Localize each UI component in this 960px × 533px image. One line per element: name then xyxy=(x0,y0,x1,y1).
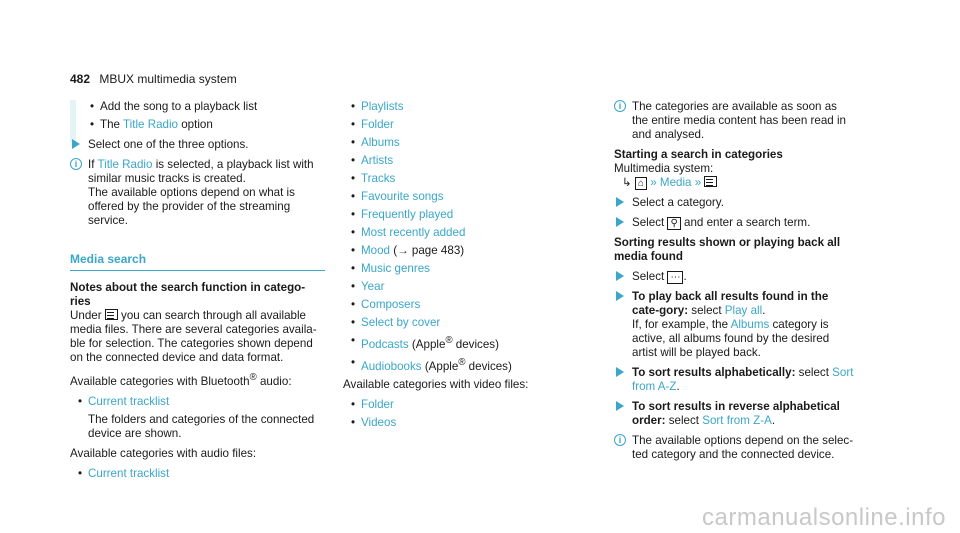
favourite-songs-link[interactable]: Favourite songs xyxy=(361,190,444,203)
video-intro: Available categories with video files: xyxy=(343,377,529,391)
albums-link[interactable]: Albums xyxy=(361,136,400,149)
nav-path xyxy=(614,176,854,190)
audio-intro: Available categories with audio files: xyxy=(70,446,257,460)
list-item xyxy=(70,467,325,481)
list-item xyxy=(343,118,573,132)
play-all-link[interactable]: Play all xyxy=(724,304,763,317)
sorting-heading: Sorting results shown or playing back all media found xyxy=(614,236,841,263)
list-item xyxy=(343,136,573,150)
most-recently-added-link[interactable]: Most recently added xyxy=(361,226,466,239)
menu-icon xyxy=(105,309,118,320)
list-item xyxy=(343,298,573,312)
arrow-icon xyxy=(616,401,624,411)
search-icon: ⚲ xyxy=(667,217,680,230)
info-note: i The categories are available as soon as the entire media content has been read in and analysed. xyxy=(614,100,854,142)
artists-link[interactable]: Artists xyxy=(361,154,394,167)
step: To sort results in reverse alphabetical order: select Sort from Z-A. xyxy=(614,400,854,428)
ms-label: Multimedia system: xyxy=(614,162,714,175)
arrow-icon xyxy=(616,197,624,207)
arrow-icon xyxy=(72,139,80,149)
music-genres-link[interactable]: Music genres xyxy=(361,262,430,275)
page-number: 482 xyxy=(70,72,91,86)
arrow-icon xyxy=(616,291,624,301)
current-tracklist-link[interactable]: Current tracklist xyxy=(88,466,170,480)
current-tracklist-link[interactable]: Current tracklist xyxy=(88,394,170,408)
step: Select ⋯ . xyxy=(614,270,854,284)
arrow-icon xyxy=(616,367,624,377)
step: To play back all results found in the cate-gory: select Play all. If, for example, the Albums category is active, all albums found by the desired artist will be played back. xyxy=(614,290,854,360)
list-item: • Mood (→ page 483) xyxy=(343,244,573,258)
list-item xyxy=(343,398,573,412)
list-item: • The Title Radio option xyxy=(82,118,325,132)
info-note: i The available options depend on the selec-ted category and the connected device. xyxy=(614,434,854,462)
list-item xyxy=(343,262,573,276)
mood-link[interactable]: Mood xyxy=(361,244,391,257)
column-left xyxy=(70,100,325,485)
start-search-heading: Starting a search in categories xyxy=(614,148,783,161)
list-item xyxy=(343,226,573,240)
title-radio-link[interactable]: Title Radio xyxy=(123,118,178,131)
list-item xyxy=(343,172,573,186)
step: Select one of the three options. xyxy=(70,138,325,152)
list-item xyxy=(343,416,573,430)
notes-body: Under you can search through all available media files. There are several categories availa-ble for selection. The categories shown depend on the connected device and data format. xyxy=(70,309,317,364)
arrow-icon xyxy=(616,271,624,281)
list-item xyxy=(343,100,573,114)
video-folder-link[interactable]: Folder xyxy=(361,397,394,411)
list-item xyxy=(343,190,573,204)
frequently-played-link[interactable]: Frequently played xyxy=(361,208,454,221)
year-link[interactable]: Year xyxy=(361,280,385,293)
watermark: carmanualsonline.info xyxy=(702,504,946,531)
videos-link[interactable]: Videos xyxy=(361,415,397,429)
list-item xyxy=(343,154,573,168)
title-radio-link[interactable]: Title Radio xyxy=(97,158,153,171)
bt-intro: Available categories with Bluetooth® audio: xyxy=(70,372,292,388)
header-title: MBUX multimedia system xyxy=(99,72,237,86)
info-icon: i xyxy=(614,100,626,112)
page-header xyxy=(70,72,237,86)
info-icon: i xyxy=(70,158,82,170)
column-middle xyxy=(343,100,573,434)
sort-a-z-link[interactable]: Sort from A-Z xyxy=(632,366,854,393)
list-item xyxy=(343,280,573,294)
list-item: • Add the song to a playback list xyxy=(82,100,325,114)
list-item: • Podcasts (Apple® devices) xyxy=(343,334,573,352)
enter-arrow-icon: ↳ xyxy=(622,176,632,189)
playlists-link[interactable]: Playlists xyxy=(361,100,404,113)
info-note: i If Title Radio is selected, a playback list with similar music tracks is created. The available options depend on what is offered by the provider of the streaming service. xyxy=(70,158,325,228)
more-icon: ⋯ xyxy=(667,271,683,284)
arrow-icon xyxy=(616,217,624,227)
column-right xyxy=(614,100,854,468)
step: To sort results alphabetically: select Sort from A-Z. xyxy=(614,366,854,394)
list-item xyxy=(70,395,325,409)
podcasts-link[interactable]: Podcasts xyxy=(361,337,409,351)
sort-z-a-link[interactable]: Sort from Z-A xyxy=(702,414,772,427)
select-by-cover-link[interactable]: Select by cover xyxy=(361,316,441,329)
home-icon: ⌂ xyxy=(635,177,647,190)
notes-heading: Notes about the search function in catego-ries xyxy=(70,281,306,308)
chevron-icon: » xyxy=(650,176,657,189)
step: Select ⚲ and enter a search term. xyxy=(614,216,854,230)
bt-desc: The folders and categories of the connected device are shown. xyxy=(88,412,315,440)
folder-link[interactable]: Folder xyxy=(361,118,394,131)
media-link[interactable]: Media xyxy=(659,176,692,189)
list-item xyxy=(343,316,573,330)
section-title: Media search xyxy=(70,252,325,271)
tracks-link[interactable]: Tracks xyxy=(361,172,396,185)
list-item: • Audiobooks (Apple® devices) xyxy=(343,356,573,374)
chevron-icon: » xyxy=(694,176,702,189)
info-icon: i xyxy=(614,434,626,446)
albums-link[interactable]: Albums xyxy=(730,318,770,331)
menu-icon xyxy=(704,176,717,187)
step: Select a category. xyxy=(614,196,854,210)
audiobooks-link[interactable]: Audiobooks xyxy=(361,359,422,373)
list-item xyxy=(343,208,573,222)
composers-link[interactable]: Composers xyxy=(361,298,421,311)
